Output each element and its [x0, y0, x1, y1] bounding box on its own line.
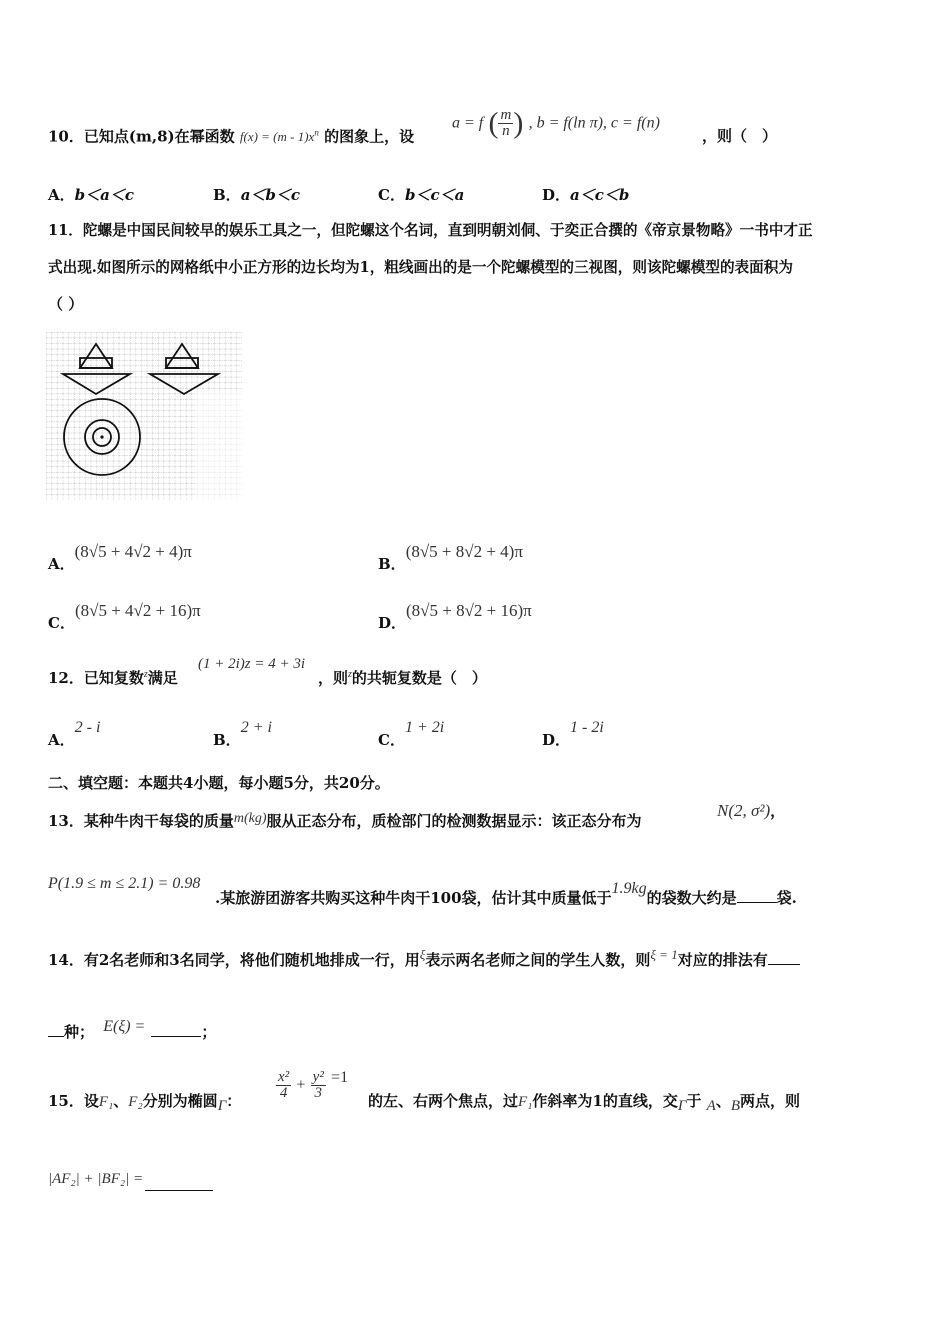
q10-rest: , b = f(ln π), c = f(n) — [528, 114, 660, 132]
q12-option-d[interactable]: D．1 - 2i — [542, 719, 604, 749]
q11-stem-line3: （ ） — [48, 295, 84, 313]
q15-x-fraction: $\frac{\text{x²}}{4}$ — [278, 1069, 290, 1101]
q13-answer-blank[interactable] — [737, 888, 777, 903]
q15-sum: |AF₂| + |BF₂| = — [48, 1168, 213, 1187]
q12-option-b[interactable]: B．2 + i — [213, 719, 272, 749]
q11-option-b[interactable]: B．(8√5 + 8√2 + 4)π — [378, 542, 523, 573]
q10-function: $f(x) = (m - 1)x^n$ — [239, 128, 319, 145]
q12-option-c[interactable]: C．1 + 2i — [378, 719, 445, 749]
three-view-figure — [46, 332, 242, 500]
q14-stem-2: 种； E(ξ) = ； — [48, 1022, 216, 1041]
q14-answer-blank-1-cont[interactable] — [48, 1022, 64, 1037]
q13-stem: 13．某种牛肉干每袋的质量m(kg)服从正态分布，质检部门的检测数据显示：该正态分布为 — [48, 811, 642, 830]
q13-stem-2: .某旅游团游客共购买这种牛肉干100袋，估计其中质量低于1.9kg的袋数大约是 袋. — [215, 880, 797, 907]
q10-prefix: 10．已知点 — [48, 127, 129, 146]
q14-answer-blank-2[interactable] — [151, 1022, 201, 1037]
q11-stem-line2: 式出现.如图所示的网格纸中小正方形的边长均为1，粗线画出的是一个陀螺模型的三视图，则该陀螺模型的表面积为 — [48, 259, 793, 276]
q10-fraction: $\frac{m}{n}$ — [500, 107, 512, 139]
q10-option-a[interactable]: A．b＜a＜c — [48, 186, 134, 204]
q11-option-c[interactable]: C．(8√5 + 4√2 + 16)π — [48, 601, 201, 632]
q10-definitions: a = f ( $\frac{m}{n}$ ) , b = f(ln π), c = f(n) — [452, 106, 660, 140]
q10-mid2: 的图象上，设 — [324, 127, 415, 146]
q12-equation: (1 + 2i)z = 4 + 3i — [198, 656, 306, 672]
q13-normal: N(2, σ²)， — [717, 801, 786, 820]
q12-option-a[interactable]: A．2 - i — [48, 719, 101, 749]
q11-stem-line1: 11．陀螺是中国民间较早的娱乐工具之一，但陀螺这个名词，直到明朝刘侗、于奕正合撰的《帝京景物略》一书中才正 — [48, 222, 813, 239]
q11-option-d[interactable]: D．(8√5 + 8√2 + 16)π — [378, 601, 532, 632]
center-point — [100, 435, 103, 438]
q10-option-c[interactable]: C．b＜c＜a — [378, 186, 465, 204]
q15-stem: 15．设F₁、F₂分别为椭圆$_\Gamma$： — [48, 1092, 242, 1114]
q14-stem: 14．有2名老师和3名同学，将他们随机地排成一行，用$^\xi$表示两名老师之间的学生人数，则$^{\xi = 1}$对应的排法有 — [48, 948, 800, 968]
q10-tail: ，则（ ） — [702, 127, 778, 145]
q15-stem-2: 的左、右两个焦点，过F₁作斜率为1的直线，交$_\Gamma$于 $_A$、$_B$两点，则 — [368, 1092, 801, 1114]
q15-y-fraction: $\frac{\text{y²}}{3}$ — [312, 1069, 324, 1101]
q12-stem-tail: ，则$^z$的共轭复数是（ ） — [318, 669, 487, 687]
q10-stem — [48, 129, 414, 144]
q11-option-a[interactable]: A．(8√5 + 4√2 + 4)π — [48, 542, 192, 573]
q10-option-b[interactable]: B．a＜b＜c — [213, 186, 301, 204]
q10-option-d[interactable]: D．a＜c＜b — [542, 186, 630, 204]
section-heading: 二、填空题：本题共4小题，每小题5分，共20分。 — [48, 774, 390, 792]
q12-stem: 12．已知复数$^z$满足 — [48, 669, 178, 687]
q10-mid: 在幂函数 — [174, 127, 235, 146]
q13-probability: P(1.9 ≤ m ≤ 2.1) = 0.98 — [48, 875, 201, 892]
q14-answer-blank-1[interactable] — [768, 950, 800, 965]
q10-point: (m,8) — [128, 127, 175, 146]
q15-answer-blank[interactable] — [145, 1176, 213, 1191]
q15-ellipse-equation: $\frac{\text{x²}}{4}$ + $\frac{\text{y²}}{3}$ =1 — [278, 1068, 349, 1101]
q10-a-lhs: a = f — [452, 114, 484, 132]
